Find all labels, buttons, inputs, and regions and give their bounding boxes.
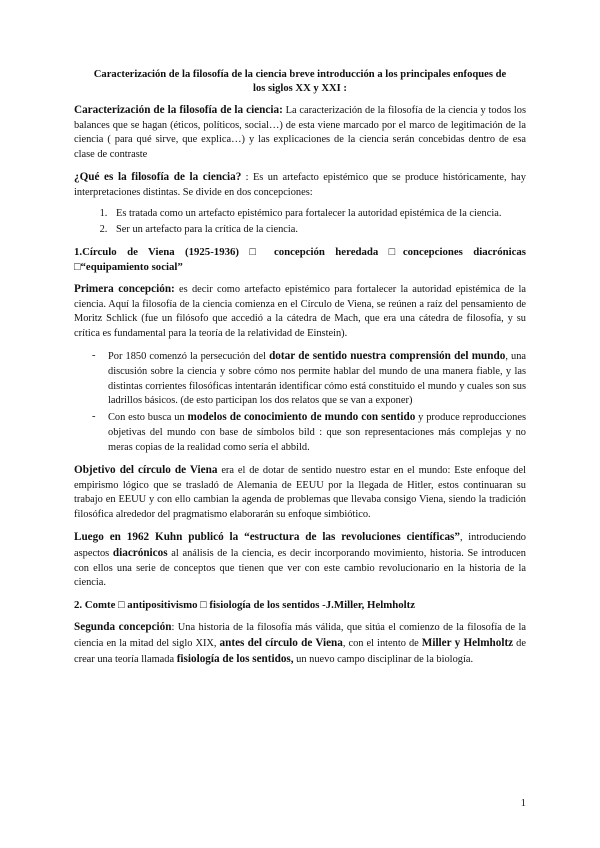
paragraph-objetivo-text: era el de dotar de sentido nuestro estar en el mundo: Este enfoque del empirismo lógico que se trasladó de Alemania de EEUU por la llegada de Hitler, estos continuaran su trabajo en EEUU y con ello cambian la agenda de problemas que llevaba consigo Viena, siendo la tradición filosófica alrededor del pragmatismo elaborarán su enfoque simbiótico. bbox=[74, 464, 526, 521]
list-dash: - bbox=[92, 411, 96, 423]
paragraph-segunda-bold: fisiología de los sentidos, bbox=[176, 652, 294, 665]
list-item-text: Con esto busca un bbox=[108, 412, 188, 424]
paragraph-segunda-concepcion bbox=[74, 620, 526, 668]
list-item-bold: modelos de conocimiento de mundo con sentido bbox=[187, 411, 416, 424]
paragraph-que-es-text: : Es un artefacto epistémico que se produce históricamente, hay interpretaciones distintas. Se divide en dos concepciones: bbox=[74, 171, 526, 198]
list-item bbox=[92, 410, 526, 455]
list-item-bold: dotar de sentido nuestra comprensión del mundo bbox=[269, 349, 506, 362]
dash-list bbox=[74, 349, 526, 456]
paragraph-kuhn-text: , introduciendo aspectos bbox=[74, 531, 526, 559]
section-heading-comte: 2. Comte □ antipositivismo □ fisiología de los sentidos -J.Miller, Helmholtz bbox=[74, 599, 416, 612]
paragraph-caracterizacion-lead: Caracterización de la filosofía de la ciencia: bbox=[74, 103, 283, 116]
paragraph-que-es bbox=[74, 170, 526, 201]
list-item bbox=[92, 349, 526, 409]
paragraph-primera-concepcion-text: es decir como artefacto epistémico para fortalecer la autoridad epistémica de la ciencia. Aquí la filosofía de la ciencia comienza en el Círculo de Viena, se reúnen a raíz del pensamiento de Moritz Schlick (fue un filósofo que accedió a la cátedra de Mach, que era una cátedra de filosofía, y su crítica es fundamental para la teoría de la relatividad de Einstein). bbox=[74, 283, 526, 340]
paragraph-primera-concepcion-lead: Primera concepción: bbox=[74, 282, 175, 295]
list-item: 1. Es tratada como un artefacto epistémico para fortalecer la autoridad epistémica de la ciencia. bbox=[110, 207, 526, 222]
paragraph-segunda-text: , con el intento de bbox=[342, 637, 422, 649]
paragraph-segunda-text: un nuevo campo disciplinar de la biología. bbox=[293, 653, 474, 665]
paragraph-objetivo bbox=[74, 463, 526, 523]
list-dash: - bbox=[92, 349, 96, 361]
paragraph-segunda-lead: Segunda concepción bbox=[74, 621, 172, 634]
page-number: 1 bbox=[520, 798, 526, 809]
paragraph-segunda-text: de crear una teoría llamada bbox=[74, 637, 526, 665]
list-item-text: Por 1850 comenzó la persecución del bbox=[108, 350, 270, 362]
paragraph-segunda-bold: antes del círculo de Viena bbox=[219, 636, 343, 649]
paragraph-caracterizacion bbox=[74, 103, 526, 163]
paragraph-segunda-text: : Una historia de la filosofía más válida, que sitúa el comienzo de la filosofía de la ciencia en la mitad del siglo XIX, bbox=[74, 622, 526, 649]
paragraph-kuhn-bold: diacrónicos bbox=[112, 546, 168, 559]
section-heading-circulo-viena: 1.Círculo de Viena (1925-1936) □ concepción heredada □concepciones diacrónicas □“equipamiento social” bbox=[74, 246, 526, 273]
numbered-list-concepciones bbox=[74, 207, 526, 238]
list-item-text: y produce reproducciones objetivas del mundo con base de símbolos bild : que son representaciones más complejas y no meras copias de la realidad como sería el abbild. bbox=[108, 412, 527, 453]
paragraph-kuhn bbox=[74, 530, 526, 591]
list-item-text: , una discusión sobre la ciencia y sobre cómo nos permite hablar del mundo de una manera fiable, y las distintas corrientes filosóficas intentarán identificar cómo está constituido el mundo y cuales son sus ladrillos básicos. (de esto participan los dos relatos que se van a exponer) bbox=[108, 350, 526, 407]
paragraph-caracterizacion-text: La caracterización de la filosofía de la ciencia y todos los balances que se hagan (éticos, políticos, social…) de esta viene marcado por el marco de legitimación de la ciencia ( para qué sirve, que explica…) y las explicaciones de la ciencia serán concebidas dentro de esa clase de contraste bbox=[74, 104, 526, 161]
paragraph-que-es-lead: ¿Qué es la filosofía de la ciencia? bbox=[74, 170, 242, 183]
paragraph-kuhn-text: al análisis de la ciencia, es decir incorporando movimiento, historia. Se introducen con ellos una serie de conceptos que tienen que ver con este cambio revolucionario en la historia de la ciencia. bbox=[74, 547, 526, 589]
paragraph-segunda-bold: Miller y Helmholtz bbox=[421, 636, 514, 649]
paragraph-objetivo-lead: Objetivo del círculo de Viena bbox=[74, 463, 218, 476]
paragraph-primera-concepcion bbox=[74, 282, 526, 342]
list-item: 2. Ser un artefacto para la crítica de la ciencia. bbox=[110, 223, 526, 238]
document-title: Caracterización de la filosofía de la ciencia breve introducción a los principales enfoques de los siglos XX y XXI : bbox=[93, 69, 507, 95]
paragraph-kuhn-lead: Luego en 1962 Kuhn publicó la “estructura de las revoluciones científicas” bbox=[74, 530, 461, 543]
